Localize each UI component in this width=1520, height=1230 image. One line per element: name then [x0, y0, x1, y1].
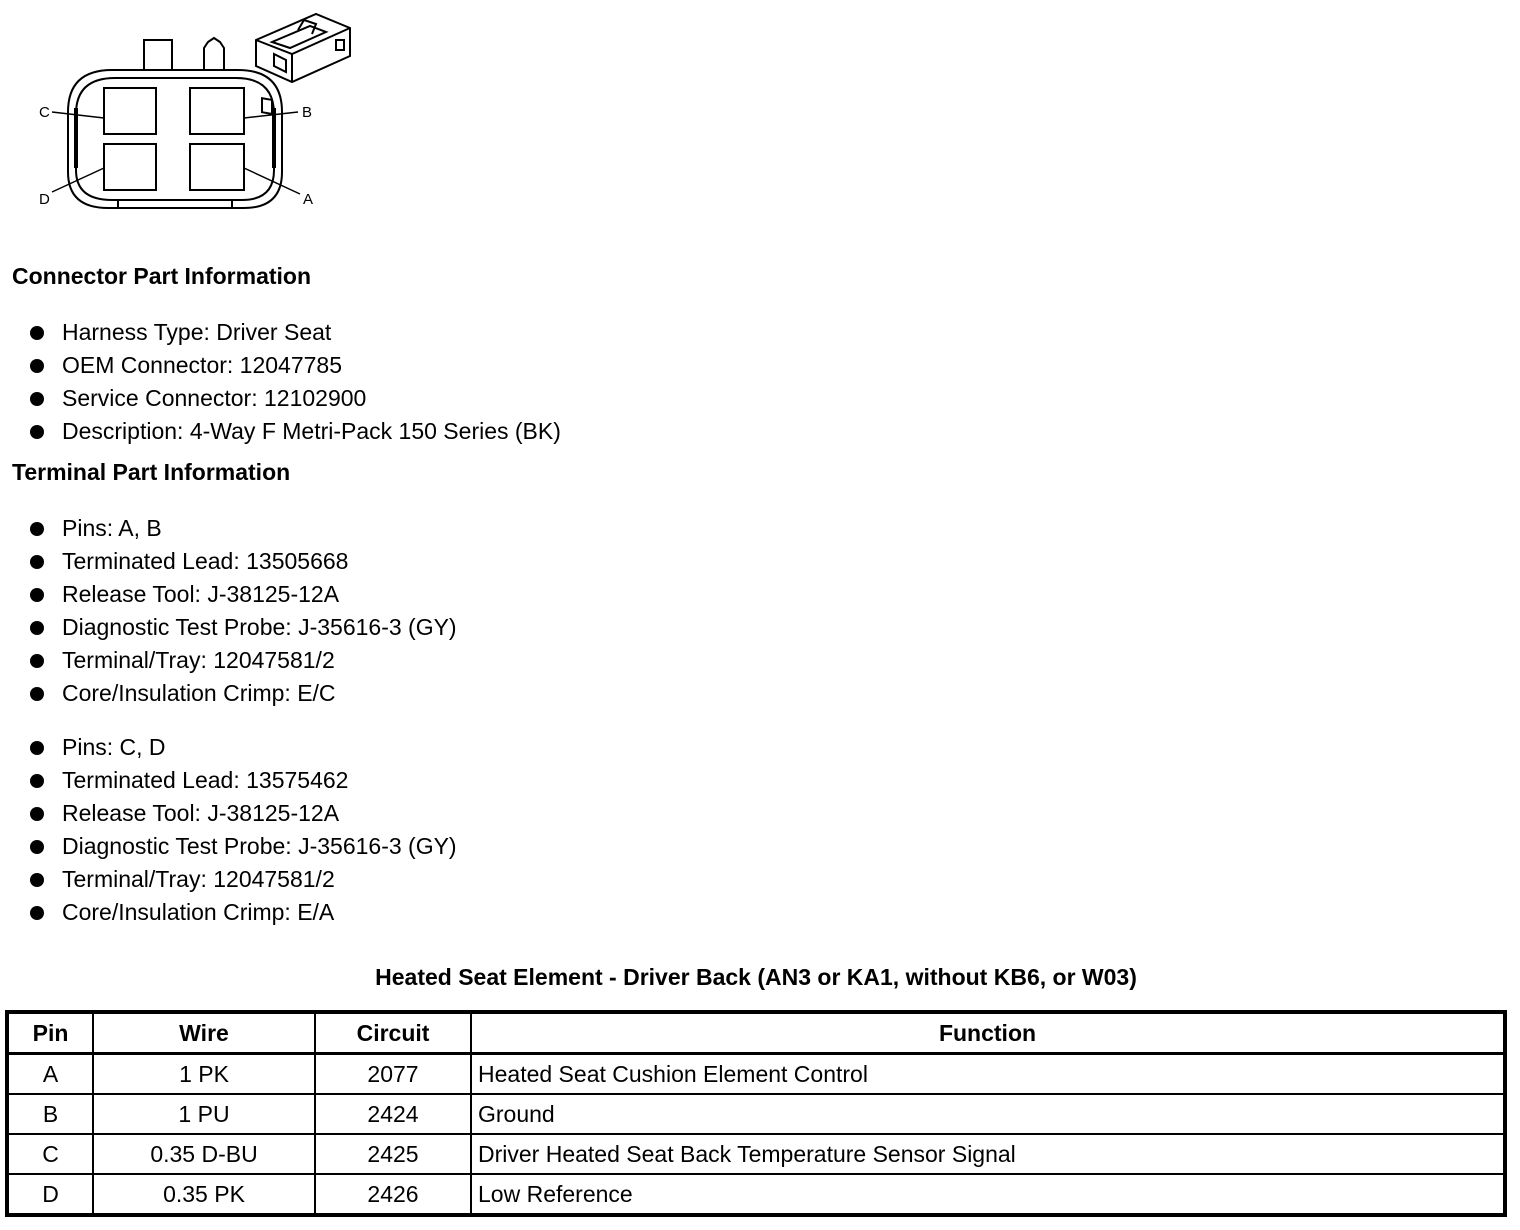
list-item: Terminated Lead: 13505668 — [0, 545, 457, 578]
list-item: Service Connector: 12102900 — [0, 382, 561, 415]
list-item: Terminal/Tray: 12047581/2 — [0, 863, 457, 896]
list-item: Description: 4-Way F Metri-Pack 150 Series (BK) — [0, 415, 561, 448]
table-title: Heated Seat Element - Driver Back (AN3 or KA1, without KB6, or W03) — [375, 964, 1137, 990]
cell-pin: B — [7, 1094, 93, 1134]
cell-pin: D — [7, 1174, 93, 1215]
pin-label-c: C — [39, 104, 50, 121]
cell-function: Ground — [471, 1094, 1505, 1134]
pin-label-a: A — [303, 191, 314, 208]
connector-part-info-heading: Connector Part Information — [12, 263, 312, 289]
list-item: Pins: C, D — [0, 731, 457, 764]
list-item: Release Tool: J-38125-12A — [0, 578, 457, 611]
list-item: Terminal/Tray: 12047581/2 — [0, 644, 457, 677]
cell-circuit: 2426 — [315, 1174, 471, 1215]
table-row — [7, 1134, 1505, 1174]
list-item: Harness Type: Driver Seat — [0, 316, 561, 349]
connector-lock-tab — [144, 40, 172, 72]
list-item: Core/Insulation Crimp: E/C — [0, 677, 457, 710]
cell-wire: 0.35 PK — [93, 1174, 315, 1215]
pin-label-d: D — [39, 191, 50, 208]
connector-housing-outer — [68, 70, 282, 208]
cell-circuit: 2425 — [315, 1134, 471, 1174]
list-item: Terminated Lead: 13575462 — [0, 764, 457, 797]
list-item: OEM Connector: 12047785 — [0, 349, 561, 382]
table-row — [7, 1094, 1505, 1134]
cell-wire: 0.35 D-BU — [93, 1134, 315, 1174]
cell-function: Driver Heated Seat Back Temperature Sensor Signal — [471, 1134, 1505, 1174]
cell-circuit: 2424 — [315, 1094, 471, 1134]
column-header-pin: Pin — [7, 1012, 93, 1054]
cell-function: Heated Seat Cushion Element Control — [471, 1054, 1505, 1095]
pinout-table — [5, 1010, 1507, 1217]
column-header-function: Function — [471, 1012, 1505, 1054]
list-item: Core/Insulation Crimp: E/A — [0, 896, 457, 929]
terminal-part-info-heading: Terminal Part Information — [12, 459, 291, 485]
connector-isometric-icon — [256, 14, 350, 114]
list-item: Diagnostic Test Probe: J-35616-3 (GY) — [0, 830, 457, 863]
list-item: Pins: A, B — [0, 512, 457, 545]
pin-label-b: B — [302, 104, 313, 121]
table-row — [7, 1054, 1505, 1095]
list-item: Diagnostic Test Probe: J-35616-3 (GY) — [0, 611, 457, 644]
column-header-wire: Wire — [93, 1012, 315, 1054]
connector-diagram — [0, 0, 360, 215]
terminal-group-cd-list — [0, 731, 457, 929]
cell-pin: C — [7, 1134, 93, 1174]
cell-circuit: 2077 — [315, 1054, 471, 1095]
cell-function: Low Reference — [471, 1174, 1505, 1215]
connector-part-info-list — [0, 316, 561, 448]
terminal-group-ab-list — [0, 512, 457, 710]
cell-wire: 1 PK — [93, 1054, 315, 1095]
cell-wire: 1 PU — [93, 1094, 315, 1134]
table-row — [7, 1174, 1505, 1215]
list-item: Release Tool: J-38125-12A — [0, 797, 457, 830]
cell-pin: A — [7, 1054, 93, 1095]
column-header-circuit: Circuit — [315, 1012, 471, 1054]
table-header-row — [7, 1012, 1505, 1054]
